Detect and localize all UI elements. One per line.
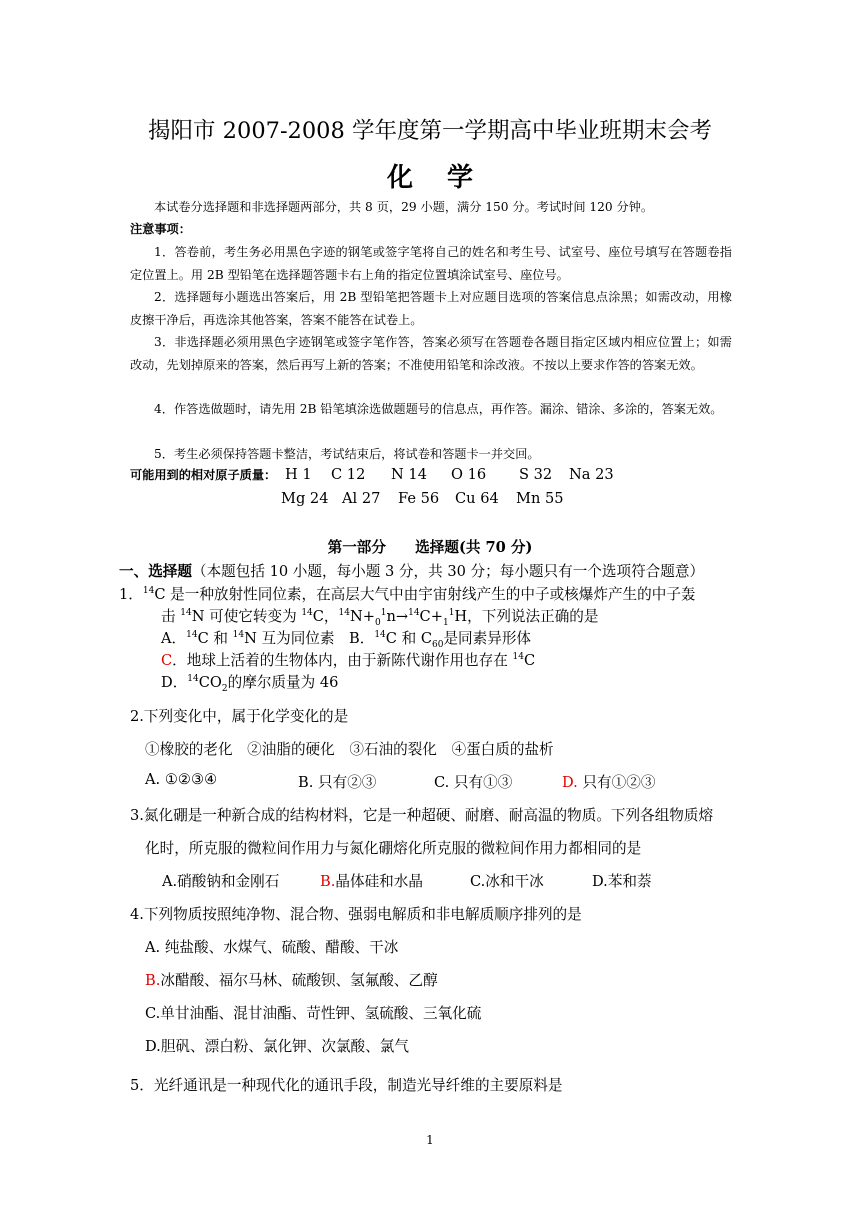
mass-n: N 14 <box>391 466 427 483</box>
mass-al: Al 27 <box>342 490 381 507</box>
sub: 60 <box>432 639 444 650</box>
q1-text: C+ <box>419 608 443 625</box>
mass-h: H 1 <box>285 466 312 483</box>
mass-na: Na 23 <box>569 466 614 483</box>
q1-option-c <box>161 649 535 670</box>
option-text: 只有①②③ <box>577 774 656 791</box>
q1-stem-line2 <box>161 605 599 626</box>
mass-cu: Cu 64 <box>455 490 499 507</box>
sub: 1 <box>442 617 449 628</box>
sup: 14 <box>374 630 386 641</box>
sup: 14 <box>142 586 155 597</box>
q3-option-d: D.苯和萘 <box>592 873 652 890</box>
q2-option-d <box>562 771 655 792</box>
exam-title: 揭阳市 2007-2008 学年度第一学期高中毕业班期末会考 <box>148 118 712 144</box>
atomic-masses-row1 <box>130 466 614 483</box>
sub: 0 <box>374 617 381 628</box>
option-letter: B． <box>349 630 375 647</box>
notice-item-4: 4．作答选做题时，请先用 2B 铅笔填涂选做题题号的信息点，再作答。漏涂、错涂、多涂的，答案无效。 <box>154 402 723 416</box>
q1-text: N+ <box>349 608 375 625</box>
sup: 14 <box>512 652 524 663</box>
option-text: 晶体硅和水晶 <box>335 873 423 890</box>
q1-text: n→ <box>386 608 409 625</box>
notice-item-5: 5．考生必须保持答题卡整洁，考试结束后，将试卷和答题卡一并交回。 <box>154 447 540 461</box>
option-text: CO <box>198 674 222 691</box>
mass-o: O 16 <box>451 466 487 483</box>
q5-stem: 5．光纤通讯是一种现代化的通讯手段，制造光导纤维的主要原料是 <box>130 1077 563 1094</box>
answer-letter: D. <box>562 774 578 791</box>
q1-text: C， <box>312 608 339 625</box>
q3-stem-line1: 3.氮化硼是一种新合成的结构材料，它是一种超硬、耐磨、耐高温的物质。下列各组物质熔 <box>130 807 714 824</box>
q2-items: ①橡胶的老化 ②油脂的硬化 ③石油的裂化 ④蛋白质的盐析 <box>145 741 554 758</box>
q1-text: 击 <box>161 608 181 625</box>
q2-option-c: C. 只有①③ <box>434 774 513 791</box>
q2-stem: 2.下列变化中，属于化学变化的是 <box>130 708 349 725</box>
option-text: C 和 C <box>385 630 432 647</box>
q1-option-a <box>161 627 334 648</box>
sup: 1 <box>448 608 455 619</box>
sup: 1 <box>380 608 387 619</box>
option-text: ．地球上活着的生物体内，由于新陈代谢作用也存在 <box>172 652 513 669</box>
option-text: C <box>523 652 536 669</box>
q4-option-a: A. 纯盐酸、水煤气、硫酸、醋酸、干冰 <box>145 939 399 956</box>
notice-heading: 注意事项： <box>130 222 191 236</box>
q2-option-a: A. ①②③④ <box>145 771 218 788</box>
option-text: N 互为同位素 <box>244 630 335 647</box>
q3-option-c: C.冰和干冰 <box>470 873 544 890</box>
q1-number: 1． <box>119 586 143 603</box>
q2-option-b: B. 只有②③ <box>298 774 377 791</box>
option-letter: A． <box>161 630 187 647</box>
q3-option-a: A.硝酸钠和金刚石 <box>162 873 280 890</box>
answer-letter: B. <box>145 972 161 989</box>
notice-item-1: 1．答卷前，考生务必用黑色字迹的钢笔或签字笔将自己的姓名和考生号、试室号、座位号填写在答题卷指定位置上。用 2B 型铅笔在选择题答题卡右上角的指定位置填涂试室号、座位号。 <box>130 245 732 282</box>
answer-letter: B. <box>320 873 336 890</box>
option-text: 冰醋酸、福尔马林、硫酸钡、氢氟酸、乙醇 <box>160 972 438 989</box>
page-number: 1 <box>426 1133 434 1147</box>
mass-s: S 32 <box>519 466 553 483</box>
q1-option-b <box>349 627 531 648</box>
sup: 14 <box>408 608 420 619</box>
notice-item-3: 3．非选择题必须用黑色字迹钢笔或签字笔作答，答案必须写在答题卷各题目指定区域内相应位置上；如需改动，先划掉原来的答案，然后再写上新的答案；不准使用铅笔和涂改液。不按以上要求作答的答案无效。 <box>130 335 732 372</box>
mass-mg: Mg 24 <box>281 490 329 507</box>
answer-letter: C <box>161 652 173 669</box>
q1-option-d <box>161 671 338 692</box>
sup: 14 <box>180 608 192 619</box>
option-letter: D． <box>161 674 188 691</box>
part1-heading: 第一部分 选择题(共 70 分) <box>327 539 533 556</box>
option-text: 是同素异形体 <box>443 630 532 647</box>
mass-c: C 12 <box>331 466 366 483</box>
notice-item-2: 2．选择题每小题选出答案后，用 2B 型铅笔把答题卡上对应题目选项的答案信息点涂黑；如需改动，用橡皮擦干净后，再选涂其他答案，答案不能答在试卷上。 <box>130 290 732 327</box>
sup: 14 <box>338 608 350 619</box>
intro-text: 本试卷分选择题和非选择题两部分，共 8 页，29 小题，满分 150 分。考试时间 120 分钟。 <box>154 200 654 214</box>
q1-stem-line1 <box>119 583 696 604</box>
atomic-masses-label: 可能用到的相对原子质量： <box>130 468 277 482</box>
q3-stem-line2: 化时，所克服的微粒间作用力与氮化硼熔化所克服的微粒间作用力都相同的是 <box>145 840 642 857</box>
sup: 14 <box>232 630 245 641</box>
q1-text: H，下列说法正确的是 <box>454 608 599 625</box>
sup: 14 <box>186 630 198 641</box>
sup: 14 <box>301 608 313 619</box>
q1-text: N 可使它转变为 <box>191 608 302 625</box>
q4-option-d: D.胆矾、漂白粉、氯化钾、次氯酸、氯气 <box>145 1038 409 1055</box>
mass-mn: Mn 55 <box>516 490 564 507</box>
q4-stem: 4.下列物质按照纯净物、混合物、强弱电解质和非电解质顺序排列的是 <box>130 906 582 923</box>
subject-title: 化学 <box>386 163 507 193</box>
section-heading <box>119 560 704 581</box>
mass-fe: Fe 56 <box>398 490 440 507</box>
section-desc: （本题包括 10 小题，每小题 3 分，共 30 分；每小题只有一个选项符合题意） <box>191 563 705 580</box>
sup: 14 <box>187 674 199 685</box>
q4-option-b <box>145 969 438 990</box>
q3-option-b <box>320 870 423 891</box>
q1-text: C 是一种放射性同位素，在高层大气中由宇宙射线产生的中子或核爆炸产生的中子轰 <box>154 586 696 603</box>
q4-option-c: C.单甘油酯、混甘油酯、苛性钾、氢硫酸、三氧化硫 <box>145 1005 482 1022</box>
section-label: 一、选择题 <box>119 563 192 580</box>
option-text: 的摩尔质量为 46 <box>227 674 339 691</box>
option-text: C 和 <box>197 630 233 647</box>
sub: 2 <box>221 683 228 694</box>
